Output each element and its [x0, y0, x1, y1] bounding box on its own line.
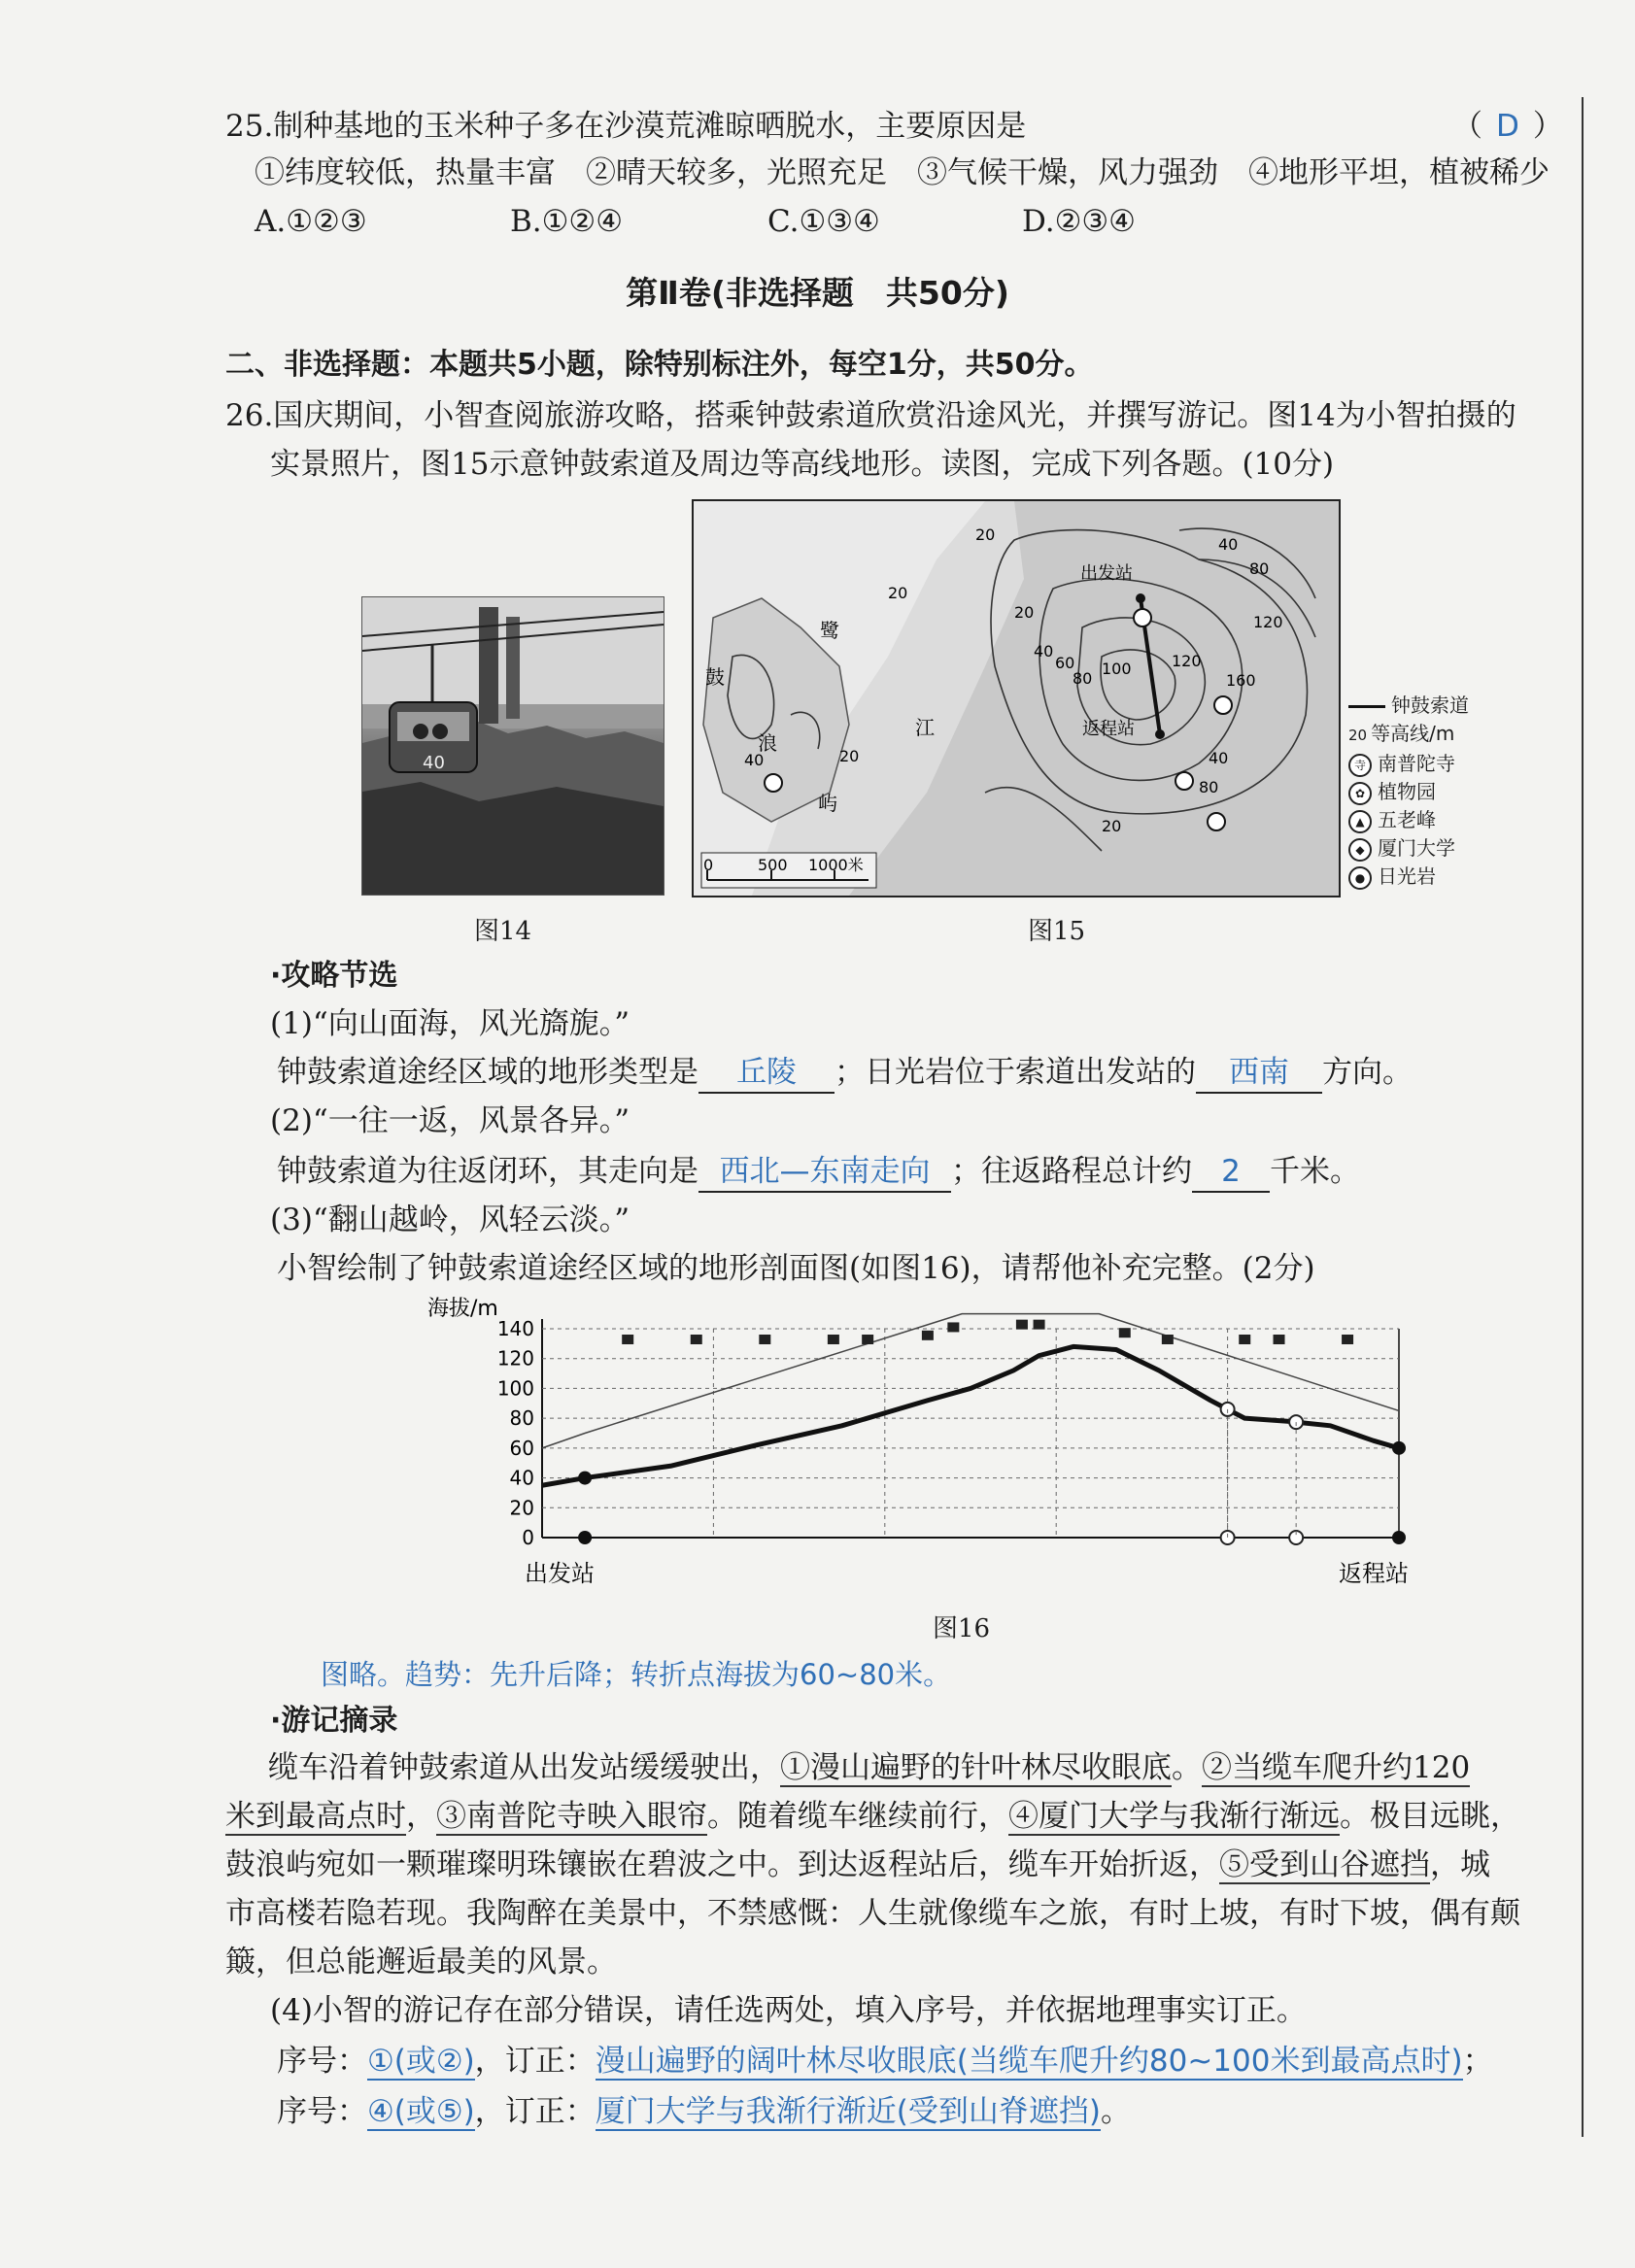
p4-answer-1-fix: 漫山遍野的阔叶林尽收眼底(当缆车爬升约80~100米到最高点时)	[595, 2044, 1463, 2079]
profile-chart	[427, 1290, 1438, 1601]
plant-icon: ✿	[1348, 782, 1372, 805]
plant-icon	[1175, 772, 1193, 790]
p2-answer-orientation: 西北—东南走向	[698, 1152, 951, 1193]
q25-stem: 25.制种基地的玉米种子多在沙漠荒滩晾晒脱水，主要原因是	[225, 109, 1027, 144]
contour-label: 20	[1102, 817, 1122, 835]
fig15-caption: 图15	[1028, 917, 1086, 946]
travel-line-3: 鼓浪屿宛如一颗璀璨明珠镶嵌在碧波之中。到达返程站后，缆车开始折返，⑤受到山谷遮挡，城	[225, 1847, 1490, 1882]
guide-heading: ·攻略节选	[270, 959, 398, 993]
legend-item: ▲ 五老峰	[1348, 806, 1469, 834]
contour-map	[692, 499, 1341, 897]
error-2a: ②当缆车爬升约120	[1202, 1750, 1471, 1785]
map-legend	[1348, 692, 1469, 891]
right-margin-rule	[1582, 97, 1584, 2137]
legend-item: 寺 南普陀寺	[1348, 750, 1469, 778]
map-label-lu: 鹭	[820, 619, 839, 642]
scale-zero: 0	[703, 856, 714, 874]
q25-stem-line	[225, 107, 1026, 146]
contour-label: 120	[1172, 652, 1202, 670]
p4-answer-2: 序号：④(或⑤)，订正：厦门大学与我渐行渐近(受到山脊遮挡)。	[277, 2094, 1131, 2129]
contour-label: 60	[1055, 654, 1075, 672]
error-3: ③南普陀寺映入眼帘	[436, 1799, 707, 1834]
map-label-lang: 浪	[758, 731, 777, 755]
contour-label: 20	[975, 525, 996, 544]
chart-xlabel-start: 出发站	[525, 1560, 595, 1587]
p4-answer-1-number: ①(或②)	[367, 2044, 475, 2079]
y-tick-label: 40	[509, 1466, 534, 1490]
cable-car-icon	[1162, 1335, 1174, 1344]
contour-label: 20	[1014, 603, 1035, 622]
travel-line-5: 簸，但总能邂逅最美的风景。	[225, 1945, 617, 1980]
cable-car-icon	[1274, 1335, 1285, 1344]
cable-car-icon	[1119, 1328, 1131, 1337]
contour-label: 20	[888, 584, 908, 602]
contour-label: 40	[1209, 749, 1229, 767]
legend-item: 20 等高线/m	[1348, 722, 1455, 745]
p4-answer-1: 序号：①(或②)，订正：漫山遍野的阔叶林尽收眼底(当缆车爬升约80~100米到最高点时)；	[277, 2044, 1493, 2079]
contour-label: 40	[1218, 535, 1239, 554]
contour-label: 20	[839, 747, 860, 765]
chart-xlabel-end: 返程站	[1339, 1560, 1409, 1587]
cableway-icon	[1348, 705, 1385, 708]
map-label-start: 出发站	[1080, 563, 1133, 584]
cable-car-number: 40	[423, 753, 445, 773]
p1-quote: (1)“向山面海，风光旖旎。”	[270, 1006, 630, 1041]
contour-map-svg	[694, 501, 1339, 896]
travel-line-1: 缆车沿着钟鼓索道从出发站缓缓驶出，①漫山遍野的针叶林尽收眼底。②当缆车爬升约120	[268, 1750, 1471, 1785]
q25-answer: D	[1496, 109, 1519, 144]
cable-car-icon	[947, 1322, 959, 1332]
y-tick-label: 0	[522, 1526, 534, 1549]
p4-answer-2-number: ④(或⑤)	[367, 2094, 475, 2129]
legend-item: ● 日光岩	[1348, 863, 1469, 891]
map-label-gu: 鼓	[705, 665, 725, 689]
y-tick-label: 60	[509, 1436, 534, 1460]
map-label-yu: 屿	[818, 792, 837, 815]
p1-answer-terrain: 丘陵	[698, 1053, 835, 1094]
station-point	[578, 1472, 592, 1485]
p2-line: 钟鼓索道为往返闭环，其走向是 西北—东南走向 ；往返路程总计约 2 千米。	[277, 1152, 1360, 1193]
university-icon	[1208, 813, 1225, 830]
cableway-line	[542, 1314, 1399, 1448]
fig16-answer: 图略。趋势：先升后降；转折点海拔为60~80米。	[321, 1658, 952, 1691]
terrain-profile-line	[542, 1346, 1399, 1485]
section-instruction: 二、非选择题：本题共5小题，除特别标注外，每空1分，共50分。	[225, 348, 1094, 382]
station-point	[1392, 1441, 1406, 1455]
rock-icon	[765, 774, 782, 792]
q25-choice-d: D.②③④	[1022, 204, 1136, 239]
cable-car-icon	[1239, 1335, 1250, 1344]
contour-label: 80	[1199, 778, 1219, 796]
cable-car-icon	[1034, 1320, 1045, 1330]
contour-label: 80	[1073, 669, 1093, 688]
fig14-caption: 图14	[474, 917, 532, 946]
cable-car-illustration	[362, 597, 664, 895]
temple-icon	[1134, 609, 1151, 626]
q25-answer-paren: （ D ）	[1452, 109, 1563, 144]
p4-answer-2-fix: 厦门大学与我渐行渐近(受到山脊遮挡)	[595, 2094, 1101, 2129]
cable-car-icon	[622, 1335, 633, 1344]
cable-car-icon	[828, 1335, 839, 1344]
chart-ylabel: 海拔/m	[427, 1297, 498, 1321]
p1-answer-direction: 西南	[1196, 1053, 1322, 1094]
map-label-return: 返程站	[1082, 719, 1135, 739]
scale-mid: 500	[758, 856, 788, 874]
y-tick-label: 100	[496, 1376, 534, 1401]
contour-label: 160	[1226, 671, 1256, 690]
p3-quote: (3)“翻山越岭，风轻云淡。”	[270, 1202, 630, 1237]
legend-item: ✿ 植物园	[1348, 778, 1469, 806]
error-1: ①漫山遍野的针叶林尽收眼底	[780, 1750, 1172, 1785]
q25-choice-a: A.①②③	[255, 204, 367, 239]
contour-label: 40	[1034, 642, 1054, 660]
p2-answer-distance: 2	[1192, 1152, 1270, 1193]
peak-icon: ▲	[1348, 810, 1372, 833]
p1-line: 钟鼓索道途经区域的地形类型是 丘陵 ；日光岩位于索道出发站的 西南 方向。	[277, 1053, 1413, 1094]
station-base-point	[578, 1531, 592, 1544]
q25-choice-b: B.①②④	[510, 204, 624, 239]
travel-line-2: 米到最高点时，③南普陀寺映入眼帘。随着缆车继续前行，④厦门大学与我渐行渐远。极目远眺，	[225, 1799, 1520, 1834]
contour-label: 120	[1253, 613, 1283, 631]
cable-car-icon	[1016, 1320, 1028, 1330]
error-2b: 米到最高点时	[225, 1799, 406, 1834]
rock-icon: ●	[1348, 866, 1372, 890]
cable-car-icon	[1342, 1335, 1353, 1344]
p3-text: 小智绘制了钟鼓索道途经区域的地形剖面图(如图16)，请帮他补充完整。(2分)	[277, 1251, 1315, 1286]
map-label-jiang: 江	[915, 716, 935, 739]
q25-choice-c: C.①③④	[767, 204, 880, 239]
travel-line-4: 市高楼若隐若现。我陶醉在美景中，不禁感慨：人生就像缆车之旅，有时上坡，有时下坡，偶有颠	[225, 1896, 1520, 1931]
university-icon: ◆	[1348, 838, 1372, 862]
scale-end: 1000米	[808, 856, 864, 874]
error-4: ④厦门大学与我渐行渐远	[1008, 1799, 1340, 1834]
temple-icon: 寺	[1348, 754, 1372, 777]
contour-label: 80	[1249, 559, 1270, 578]
legend-item: ◆ 厦门大学	[1348, 834, 1469, 863]
p4-text: (4)小智的游记存在部分错误，请任选两处，填入序号，并依据地理事实订正。	[270, 1993, 1307, 2028]
q26-stem-2: 实景照片，图15示意钟鼓索道及周边等高线地形。读图，完成下列各题。(10分)	[270, 447, 1335, 482]
travel-heading: ·游记摘录	[270, 1704, 398, 1738]
cable-car-icon	[691, 1335, 702, 1344]
contour-icon: 20	[1348, 727, 1368, 744]
q25-options: ①纬度较低，热量丰富 ②晴天较多，光照充足 ③气候干燥，风力强劲 ④地形平坦，植被稀少	[255, 155, 1550, 190]
cable-car-photo	[361, 596, 664, 896]
contour-label: 100	[1102, 660, 1132, 678]
fig16-caption: 图16	[933, 1614, 991, 1643]
q26-stem-1: 26.国庆期间，小智查阅旅游攻略，搭乘钟鼓索道欣赏沿途风光，并撰写游记。图14为小智拍摄的	[225, 398, 1516, 433]
contour-label: 40	[744, 751, 765, 769]
cable-car-icon	[759, 1335, 770, 1344]
y-tick-label: 80	[509, 1406, 534, 1431]
y-tick-label: 120	[496, 1346, 534, 1371]
error-5: ⑤受到山谷遮挡	[1219, 1847, 1430, 1882]
section-title: 第Ⅱ卷(非选择题 共50分)	[626, 274, 1009, 312]
legend-item: 钟鼓索道	[1348, 692, 1469, 720]
y-tick-label: 20	[509, 1496, 534, 1520]
p2-quote: (2)“一往一返，风景各异。”	[270, 1103, 630, 1138]
station-base-point	[1392, 1531, 1406, 1544]
cable-car-icon	[862, 1335, 873, 1344]
y-tick-label: 140	[496, 1317, 534, 1340]
cable-car-icon	[922, 1331, 934, 1340]
peak-icon	[1214, 696, 1232, 714]
